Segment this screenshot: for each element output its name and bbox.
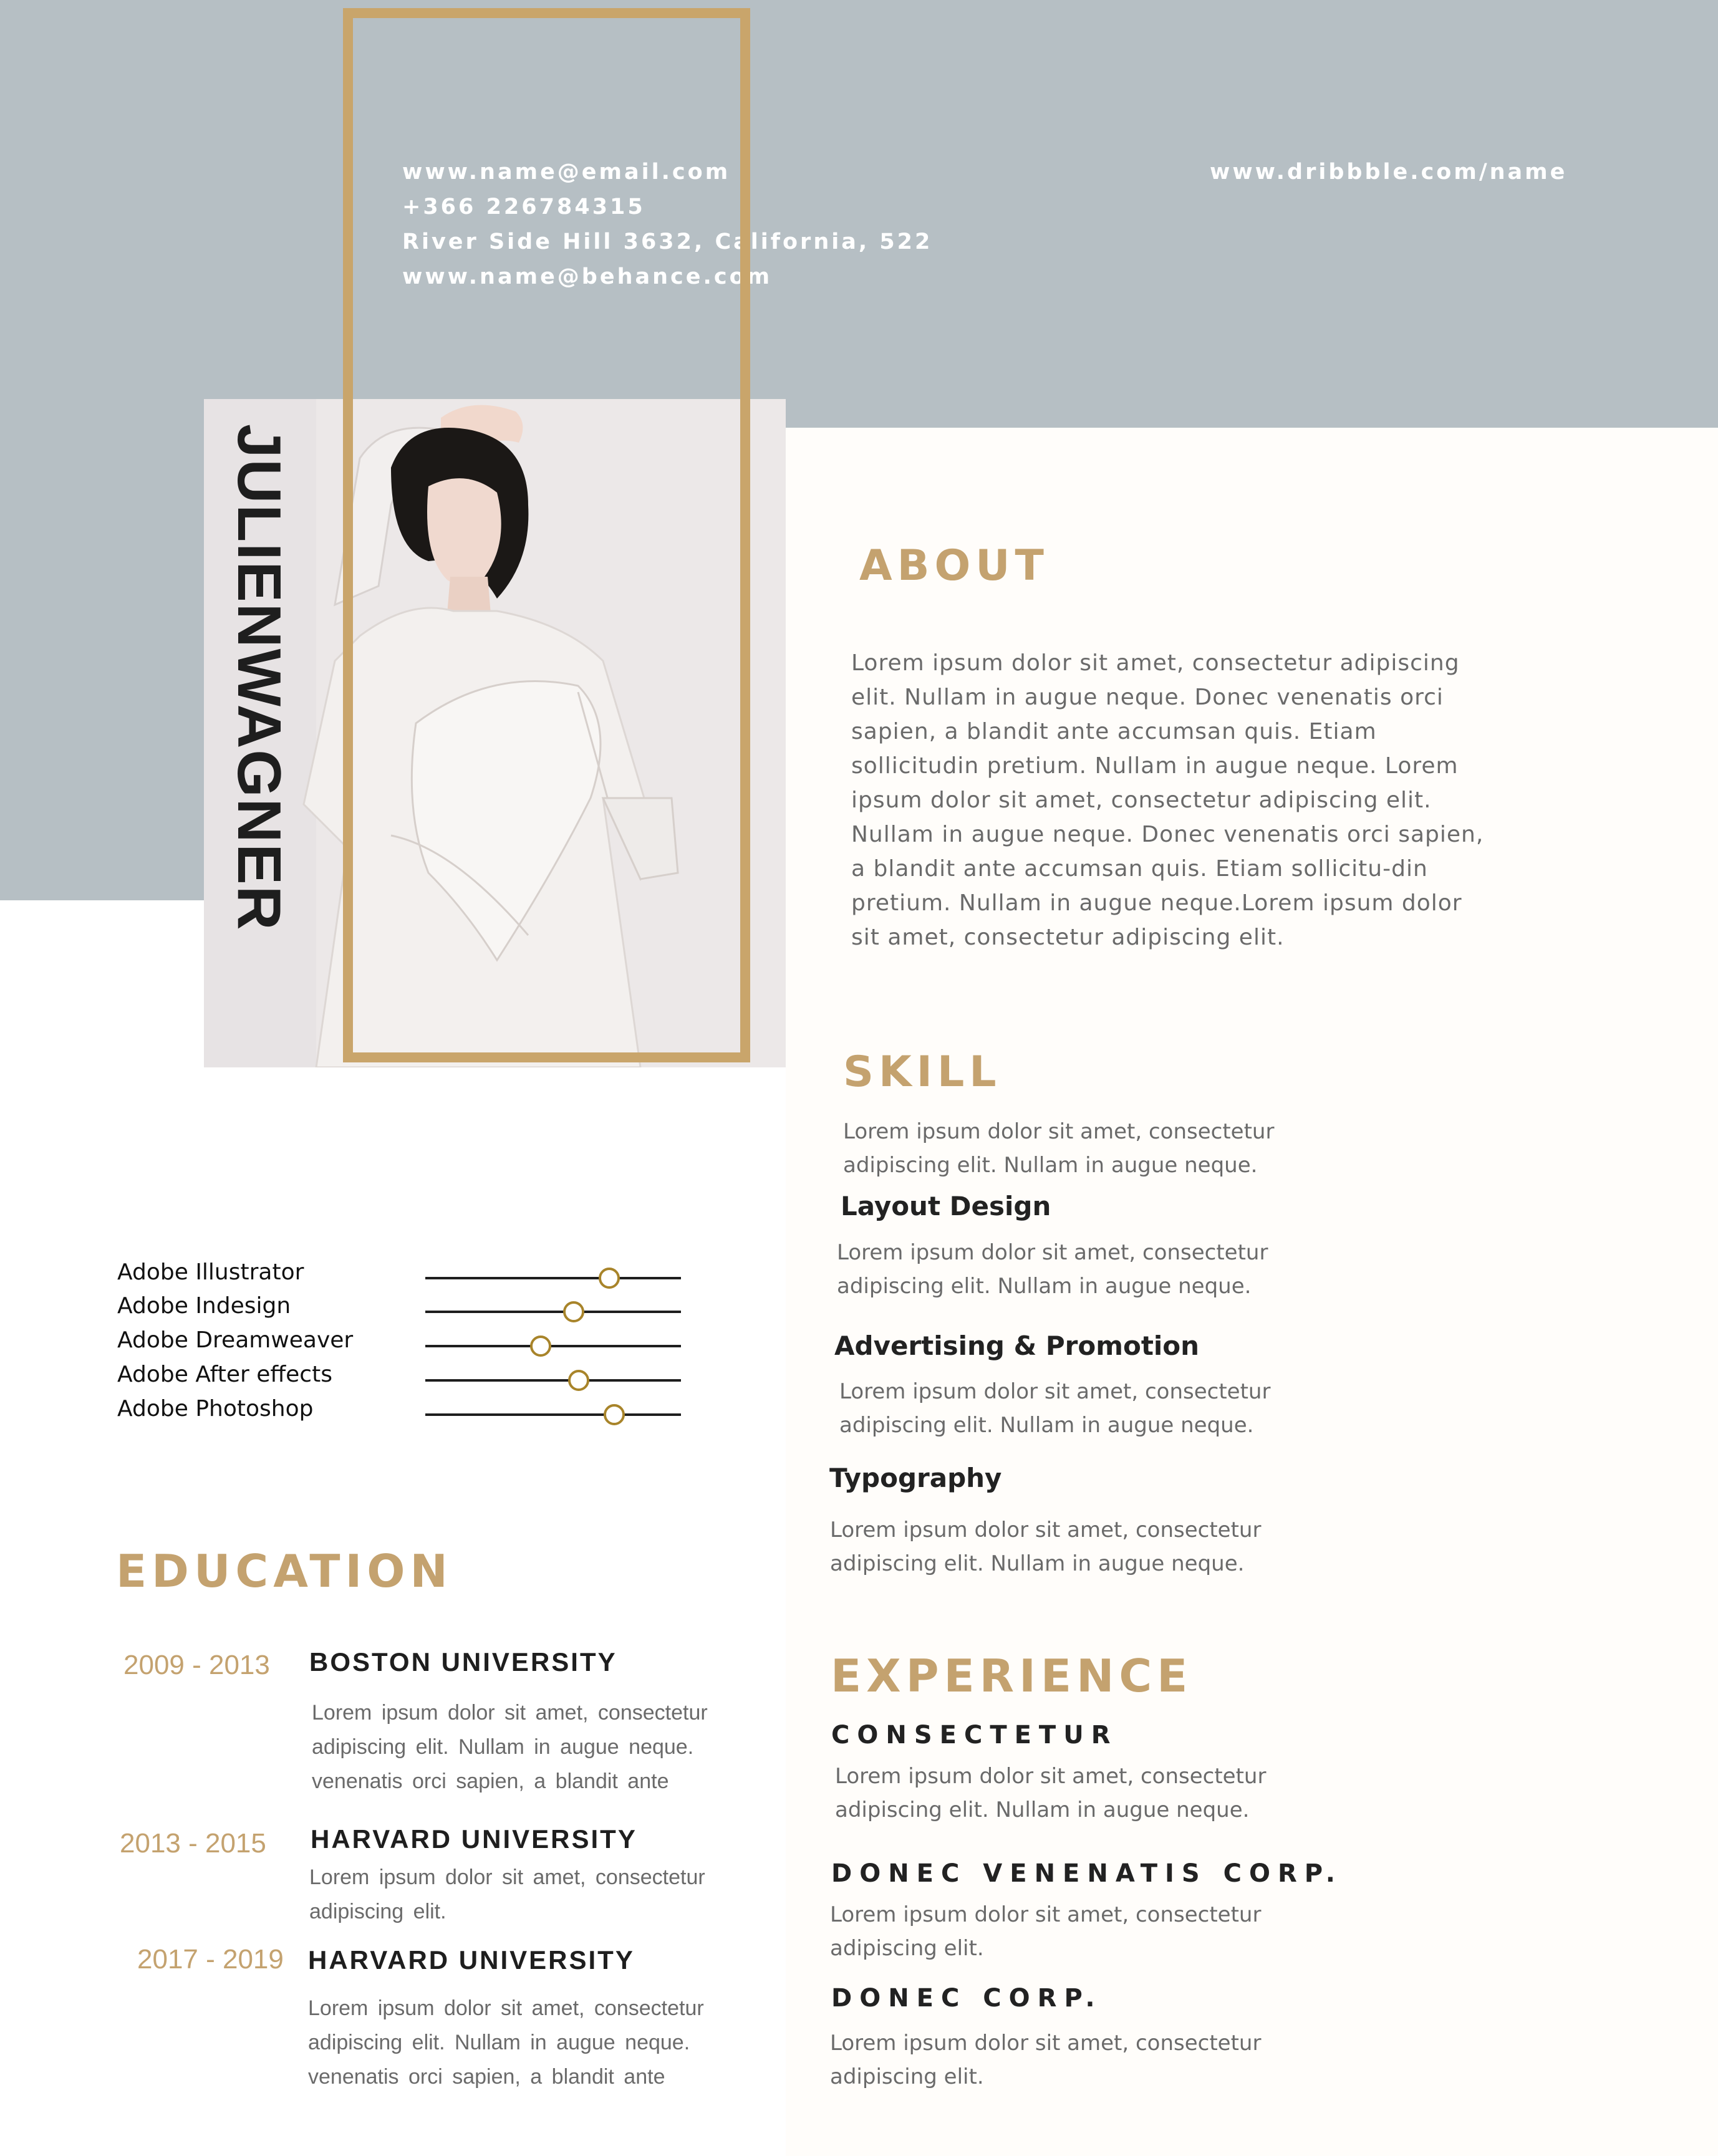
software-name: Adobe Photoshop	[117, 1396, 314, 1422]
contact-email[interactable]: www.name@email.com	[402, 160, 731, 185]
skill-title-layout-design: Layout Design	[841, 1191, 1051, 1221]
software-level-knob[interactable]	[599, 1268, 620, 1289]
skill-title-advertising: Advertising & Promotion	[834, 1331, 1200, 1361]
experience-title: DONEC VENENATIS CORP.	[831, 1859, 1343, 1888]
education-text: Lorem ipsum dolor sit amet, consectetur adipiscing elit. Nullam in augue neque. venenatis orci sapien, a blandit ante	[312, 1701, 708, 1793]
experience-heading: EXPERIENCE	[831, 1650, 1193, 1702]
education-school: HARVARD UNIVERSITY	[308, 1945, 635, 1975]
software-name: Adobe Indesign	[117, 1293, 291, 1319]
education-school: BOSTON UNIVERSITY	[309, 1647, 617, 1677]
education-years: 2009 - 2013	[123, 1650, 270, 1680]
education-years: 2013 - 2015	[120, 1828, 266, 1859]
software-level-track	[425, 1345, 681, 1347]
contact-address: River Side Hill 3632, California, 522	[402, 229, 933, 254]
contact-phone: +366 226784315	[402, 195, 645, 219]
software-level-track	[425, 1379, 681, 1382]
about-text: Lorem ipsum dolor sit amet, consectetur adipiscing elit. Nullam in augue neque. Donec venenatis orci sapien, a blandit ante accumsan quis. Etiam sollicitudin pretium. Nullam in augue neque. Lorem ipsum dolor sit amet, consectetur adipiscing elit. Nullam in augue neque. Donec venenatis orci sapien, a blandit ante accumsan quis. Etiam sollicitu-din pretium. Nullam in augue neque.Lorem ipsum dolor sit amet, consectetur adipiscing elit.	[851, 650, 1484, 950]
candidate-name-text: JULIENWAGNER	[225, 424, 294, 931]
skill-text-advertising: Lorem ipsum dolor sit amet, consectetur adipiscing elit. Nullam in augue neque.	[839, 1379, 1271, 1438]
software-level-track	[425, 1277, 681, 1279]
experience-title: DONEC CORP.	[831, 1984, 1103, 2013]
education-text: Lorem ipsum dolor sit amet, consectetur adipiscing elit.	[309, 1865, 705, 1923]
software-level-knob[interactable]	[568, 1370, 589, 1391]
skill-text-typography: Lorem ipsum dolor sit amet, consectetur adipiscing elit. Nullam in augue neque.	[830, 1518, 1262, 1576]
skill-text-layout-design: Lorem ipsum dolor sit amet, consectetur adipiscing elit. Nullam in augue neque.	[837, 1240, 1268, 1299]
software-level-knob[interactable]	[530, 1335, 551, 1357]
software-level-knob[interactable]	[563, 1301, 584, 1322]
software-level-track	[425, 1311, 681, 1313]
experience-text: Lorem ipsum dolor sit amet, consectetur adipiscing elit.	[830, 1902, 1262, 1961]
contact-behance[interactable]: www.name@behance.com	[402, 264, 773, 289]
software-name: Adobe Dreamweaver	[117, 1327, 354, 1353]
software-level-track	[425, 1413, 681, 1416]
experience-text: Lorem ipsum dolor sit amet, consectetur adipiscing elit. Nullam in augue neque.	[835, 1764, 1267, 1822]
skill-title-typography: Typography	[829, 1463, 1002, 1493]
candidate-name	[225, 424, 294, 1010]
education-school: HARVARD UNIVERSITY	[311, 1824, 637, 1854]
education-text: Lorem ipsum dolor sit amet, consectetur adipiscing elit. Nullam in augue neque. venenatis orci sapien, a blandit ante	[308, 1996, 704, 2089]
experience-title: CONSECTETUR	[831, 1721, 1118, 1749]
education-heading: EDUCATION	[116, 1545, 453, 1597]
gold-frame-decoration	[343, 8, 750, 1062]
left-accent-background	[0, 428, 206, 900]
software-level-knob[interactable]	[604, 1404, 625, 1425]
software-name: Adobe Illustrator	[117, 1259, 304, 1285]
skill-heading: SKILL	[843, 1047, 1001, 1097]
experience-text: Lorem ipsum dolor sit amet, consectetur adipiscing elit.	[830, 2031, 1262, 2089]
header-background	[0, 0, 1718, 428]
about-heading: ABOUT	[859, 541, 1049, 590]
skill-intro: Lorem ipsum dolor sit amet, consectetur adipiscing elit. Nullam in augue neque.	[843, 1119, 1275, 1178]
education-years: 2017 - 2019	[137, 1944, 284, 1975]
software-name: Adobe After effects	[117, 1362, 332, 1387]
contact-dribbble[interactable]: www.dribbble.com/name	[1210, 160, 1568, 185]
